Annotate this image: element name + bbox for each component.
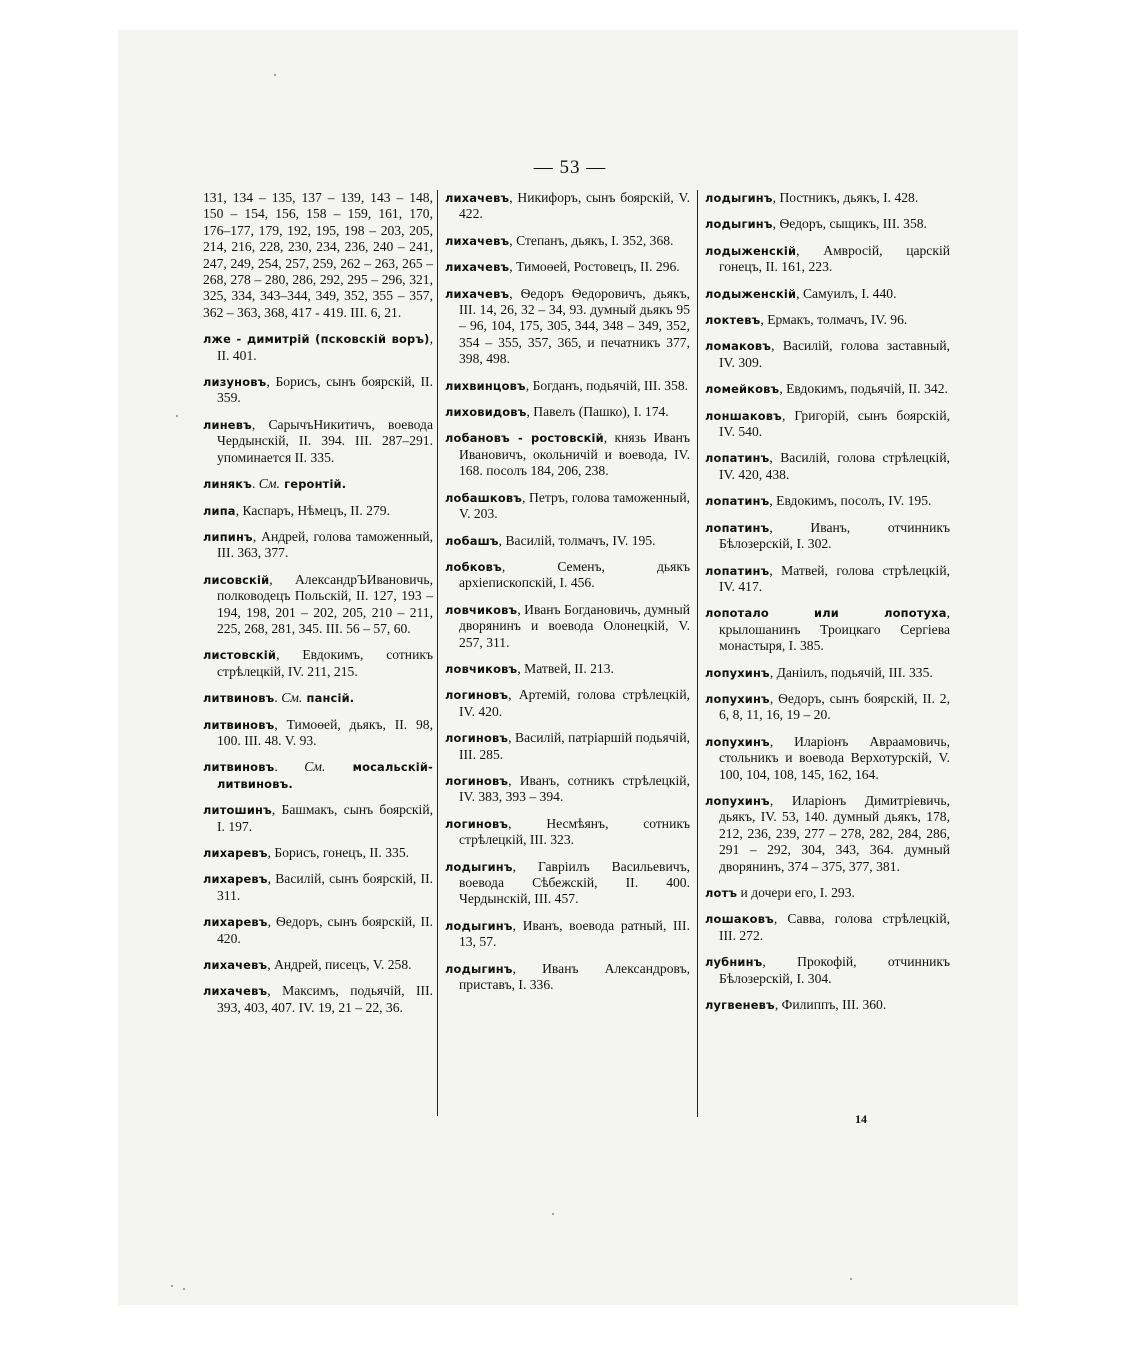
entry-text: , Тимоѳей, дьякъ, II. 98, 100. III. 48. V. 93. bbox=[217, 716, 433, 748]
entry-headword: логиновъ bbox=[445, 731, 509, 746]
entry-text: , Василій, сынъ боярскій, II. 311. bbox=[217, 871, 433, 903]
index-entry bbox=[705, 493, 950, 509]
entry-headword: лодыженскій bbox=[705, 243, 797, 258]
entry-headword: лихачевъ bbox=[203, 984, 268, 999]
entry-headword: лихачевъ bbox=[445, 233, 510, 248]
entry-headword: литвиновъ bbox=[203, 691, 275, 706]
entry-text: , Андрей, голова таможенный, III. 363, 377. bbox=[217, 528, 433, 561]
index-entry bbox=[445, 687, 690, 720]
index-entry bbox=[445, 430, 690, 479]
index-entry bbox=[705, 997, 950, 1013]
index-entry bbox=[445, 259, 690, 275]
entry-headword: лиховидовъ bbox=[445, 405, 527, 420]
entry-headword: лопухинъ bbox=[705, 691, 770, 706]
entry-text: , Гавріилъ Васильевичъ, воевода Сѣбежскій, II. 400. Чердынскій, III. 457. bbox=[459, 858, 690, 907]
entry-text: , Андрей, писецъ, V. 258. bbox=[267, 957, 412, 973]
entry-headword: лодыгинъ bbox=[445, 961, 513, 976]
index-entry bbox=[203, 802, 433, 835]
entry-text: , Степанъ, дьякъ, I. 352, 368. bbox=[509, 232, 674, 248]
entry-headword: лобковъ bbox=[445, 559, 502, 574]
index-entry bbox=[203, 957, 433, 973]
entry-headword: лугвеневъ bbox=[705, 998, 775, 1013]
index-entry bbox=[203, 529, 433, 562]
index-column-1 bbox=[203, 190, 433, 1016]
index-entry bbox=[705, 734, 950, 783]
entry-text: , Борисъ, гонецъ, II. 335. bbox=[267, 845, 410, 860]
index-entry bbox=[705, 381, 950, 397]
entry-text: , Богданъ, подьячій, III. 358. bbox=[525, 377, 689, 393]
index-entry bbox=[203, 983, 433, 1016]
index-entry bbox=[203, 572, 433, 638]
index-entry bbox=[203, 417, 433, 466]
entry-text: , Василій, голова заставный, IV. 309. bbox=[719, 338, 950, 370]
entry-text: , Иларіонъ Димитріевичь, дьякъ, IV. 53, 140. думный дьякъ, 178, 212, 236, 239, 277 – 278, 282, 284, 286, 291 – 292, 304, 343, 364. думный дворянинъ, 374 – 375, 377, 381. bbox=[719, 792, 950, 874]
entry-text: , Ѳедоръ Ѳедоровичъ, дьякъ, III. 14, 26, 32 – 34, 93. думный дьякъ 95 – 96, 104, 175, 305, 344, 348 – 349, 352, 354 – 355, 357, 365, и печатникъ 377, 398, 498. bbox=[459, 285, 690, 367]
entry-text: , Ѳедоръ, сынъ боярскій, II. 2, 6, 8, 11, 16, 19 – 20. bbox=[719, 690, 950, 723]
index-entry bbox=[203, 190, 433, 321]
entry-text: , Ермакъ, толмачъ, IV. 96. bbox=[760, 312, 908, 328]
column-divider bbox=[437, 190, 438, 1116]
entry-headword: лодыгинъ bbox=[705, 191, 773, 205]
index-column-2 bbox=[445, 190, 690, 993]
entry-headword: лопатинъ bbox=[705, 520, 770, 535]
index-entry bbox=[203, 503, 433, 519]
entry-text: . bbox=[274, 759, 305, 775]
entry-headword: логиновъ bbox=[445, 773, 509, 788]
index-entry bbox=[445, 559, 690, 592]
entry-text: , князь Иванъ Ивановичъ, окольничій и воевода, IV. 168. посолъ 184, 206, 238. bbox=[459, 430, 690, 479]
index-entry bbox=[705, 691, 950, 724]
entry-headword: ловчиковъ bbox=[445, 602, 518, 617]
page-number: — 53 — bbox=[533, 157, 607, 178]
index-entry bbox=[705, 954, 950, 987]
column-divider bbox=[697, 190, 698, 1117]
entry-headword: лотъ bbox=[705, 886, 738, 900]
entry-headword: лопухинъ bbox=[705, 734, 770, 749]
entry-headword: лихаревъ bbox=[203, 915, 268, 930]
entry-headword: лопатинъ bbox=[705, 494, 770, 509]
entry-text: 131, 134 – 135, 137 – 139, 143 – 148, 150 – 154, 156, 158 – 159, 161, 170, 176–177, 179, 192, 195, 198 – 203, 205, 214, 216, 228, 230, 234, 236, 240 – 241, 247, 249, 254, 257, 259, 262 – 263, 265 – 268, 278 – 280, 286, 292, 295 – 296, 321, 325, 334, 343–344, 349, 352, 355 – 357, 362 – 363, 368, 417 - 419. III. 6, 21. bbox=[203, 190, 433, 320]
entry-text: . bbox=[274, 690, 282, 706]
entry-text: , СарычъНикитичъ, воевода Чердынскій, II. 394. III. 287–291. упоминается II. 335. bbox=[217, 416, 433, 465]
index-entry bbox=[203, 871, 433, 904]
index-entry bbox=[705, 338, 950, 371]
entry-text: , Матвей, голова стрѣлецкій, IV. 417. bbox=[719, 562, 950, 594]
index-entry bbox=[203, 717, 433, 750]
entry-headword: логиновъ bbox=[445, 816, 509, 831]
index-entry bbox=[705, 911, 950, 944]
entry-text: , Самуилъ, I. 440. bbox=[796, 285, 897, 301]
entry-text: . bbox=[252, 476, 259, 492]
index-entry bbox=[705, 450, 950, 483]
index-entry bbox=[445, 190, 690, 223]
paper-speck bbox=[171, 1285, 173, 1287]
index-entry bbox=[445, 730, 690, 763]
entry-headword: ловчиковъ bbox=[445, 661, 518, 676]
entry-headword: лобашъ bbox=[445, 533, 499, 548]
entry-text: , Максимъ, подьячій, III. 393, 403, 407. IV. 19, 21 – 22, 36. bbox=[217, 983, 433, 1015]
entry-text: , Иванъ Александровъ, приставъ, I. 336. bbox=[459, 960, 690, 993]
entry-text: , Петръ, голова таможенный, V. 203. bbox=[459, 489, 690, 522]
entry-text: , Евдокимъ, посолъ, IV. 195. bbox=[769, 493, 932, 509]
index-entry bbox=[445, 918, 690, 951]
entry-headword: лопухинъ bbox=[705, 665, 770, 680]
index-entry bbox=[445, 490, 690, 523]
entry-text: , Иванъ, сотникъ стрѣлецкій, IV. 383, 393 – 394. bbox=[459, 772, 690, 805]
paper-speck bbox=[850, 1278, 852, 1280]
entry-text: , Амвросій, царскій гонецъ, II. 161, 223. bbox=[719, 242, 950, 275]
entry-headword: лопатинъ bbox=[705, 451, 770, 466]
index-entry bbox=[705, 408, 950, 441]
entry-headword: лопотало или лопотуха bbox=[705, 606, 947, 621]
entry-headword: лодыгинъ bbox=[445, 918, 513, 933]
entry-headword: лодыгинъ bbox=[705, 217, 773, 232]
entry-headword: линякъ bbox=[203, 477, 252, 492]
entry-headword: лихвинцовъ bbox=[445, 378, 526, 393]
entry-headword: лубнинъ bbox=[705, 955, 763, 970]
entry-text: , Иванъ, отчинникъ Бѣлозерскій, I. 302. bbox=[719, 519, 950, 552]
entry-headword: лихачевъ bbox=[445, 260, 510, 275]
entry-headword: лихачевъ bbox=[445, 191, 510, 205]
entry-text: , Евдокимъ, сотникъ стрѣлецкій, IV. 211, 215. bbox=[217, 647, 433, 679]
index-entry bbox=[445, 378, 690, 394]
entry-headword: листовскій bbox=[203, 648, 277, 663]
index-entry bbox=[445, 859, 690, 908]
entry-text: , Василій, голова стрѣлецкій, IV. 420, 438. bbox=[719, 450, 950, 482]
entry-headword: литошинъ bbox=[203, 803, 272, 818]
entry-text: , Тимоѳей, Ростовецъ, II. 296. bbox=[509, 259, 680, 275]
entry-headword: лошаковъ bbox=[705, 912, 774, 927]
index-entry bbox=[203, 647, 433, 680]
entry-text: , Каспаръ, Нѣмецъ, II. 279. bbox=[235, 502, 390, 518]
entry-text: , Матвей, II. 213. bbox=[517, 660, 614, 676]
index-entry bbox=[705, 216, 950, 232]
index-entry bbox=[203, 476, 433, 492]
entry-headword: лодыженскій bbox=[705, 286, 797, 301]
entry-text: , Башмакъ, сынъ боярскій, I. 197. bbox=[217, 802, 433, 834]
entry-text: , АлександрЪИвановичь, полководецъ Польскій, II. 127, 193 – 194, 198, 201 – 202, 205, 210 – 211, 225, 268, 281, 345. III. 56 – 57, 60. bbox=[217, 571, 433, 636]
see-also-marker: См. bbox=[281, 690, 303, 706]
see-also-target: мосальскій-литвиновъ. bbox=[217, 760, 433, 791]
entry-text: , Иванъ Богдановичь, думный дворянинъ и воевода Олонецкій, V. 257, 311. bbox=[459, 601, 690, 650]
paper-speck bbox=[552, 1213, 554, 1215]
entry-headword: лобашковъ bbox=[445, 490, 523, 505]
entry-text: , Артемій, голова стрѣлецкій, IV. 420. bbox=[459, 687, 690, 719]
index-entry bbox=[445, 233, 690, 249]
entry-headword: липа bbox=[203, 503, 236, 518]
entry-headword: лихаревъ bbox=[203, 846, 268, 860]
entry-text: , Никифоръ, сынъ боярскій, V. 422. bbox=[459, 190, 690, 222]
index-entry bbox=[445, 773, 690, 806]
entry-text: , Иларіонъ Авраамовичь, стольникъ и воевода Верхотурскій, V. 100, 104, 108, 145, 162, 164. bbox=[719, 733, 950, 782]
entry-text: , Евдокимъ, подьячій, II. 342. bbox=[779, 381, 948, 397]
index-entry bbox=[445, 533, 690, 549]
entry-text: , II. 401. bbox=[217, 331, 433, 363]
entry-text: , Василій, патріаршій подьячій, III. 285. bbox=[459, 730, 690, 762]
index-entry bbox=[705, 563, 950, 596]
entry-headword: лоншаковъ bbox=[705, 408, 782, 423]
entry-headword: литвиновъ bbox=[203, 760, 275, 775]
entry-headword: литвиновъ bbox=[203, 717, 275, 732]
index-entry bbox=[203, 759, 433, 792]
entry-text: , Павелъ (Пашко), I. 174. bbox=[526, 404, 669, 420]
entry-text: , Семенъ, дьякъ архіепископскій, I. 456. bbox=[459, 558, 690, 591]
index-column-3 bbox=[705, 190, 950, 1013]
index-entry bbox=[445, 602, 690, 651]
entry-headword: лихачевъ bbox=[445, 286, 510, 301]
index-entry bbox=[203, 374, 433, 407]
entry-text: , Ѳедоръ, сыщикъ, III. 358. bbox=[772, 216, 927, 232]
paper-speck bbox=[176, 415, 178, 417]
entry-headword: локтевъ bbox=[705, 313, 761, 328]
index-entry bbox=[705, 190, 950, 206]
paper-speck bbox=[274, 74, 276, 76]
entry-headword: лобановъ - ростовскій bbox=[445, 431, 604, 446]
entry-text: , крылошанинъ Троицкаго Сергіева монастыря, I. 385. bbox=[719, 605, 950, 654]
entry-headword: лихаревъ bbox=[203, 872, 268, 887]
index-entry bbox=[705, 312, 950, 328]
entry-headword: ломейковъ bbox=[705, 382, 780, 397]
entry-headword: лопухинъ bbox=[705, 793, 770, 808]
see-also-marker: См. bbox=[304, 759, 326, 775]
entry-text: и дочери его, I. 293. bbox=[737, 885, 855, 900]
entry-text: , Даніилъ, подьячій, III. 335. bbox=[769, 664, 933, 680]
index-entry bbox=[445, 286, 690, 368]
index-entry bbox=[445, 816, 690, 849]
entry-text: , Борисъ, сынъ боярскій, II. 359. bbox=[217, 374, 433, 406]
index-entry bbox=[705, 793, 950, 875]
entry-headword: линевъ bbox=[203, 417, 252, 432]
entry-text: , Василій, толмачъ, IV. 195. bbox=[498, 532, 656, 548]
index-entry bbox=[705, 520, 950, 553]
entry-text: , Несмѣянъ, сотникъ стрѣлецкій, III. 323. bbox=[459, 815, 690, 848]
index-entry bbox=[705, 605, 950, 654]
entry-headword: лисовскій bbox=[203, 572, 270, 587]
entry-text: , Иванъ, воевода ратный, III. 13, 57. bbox=[459, 917, 690, 950]
index-entry bbox=[705, 286, 950, 302]
entry-text: , Прокофій, отчинникъ Бѣлозерскій, I. 304. bbox=[719, 954, 950, 986]
index-entry bbox=[203, 845, 433, 861]
entry-text: , Григорій, сынъ боярскій, IV. 540. bbox=[719, 407, 950, 440]
entry-text: , Постникъ, дьякъ, I. 428. bbox=[772, 190, 919, 205]
entry-text: , Филиппъ, III. 360. bbox=[774, 997, 887, 1013]
entry-headword: лже - димитрій (псковскій воръ) bbox=[203, 332, 430, 347]
entry-headword: логиновъ bbox=[445, 688, 509, 703]
entry-text: , Ѳедоръ, сынъ боярскій, II. 420. bbox=[217, 914, 433, 946]
entry-headword: лизуновъ bbox=[203, 375, 267, 390]
entry-text: , Савва, голова стрѣлецкій, III. 272. bbox=[719, 911, 950, 943]
entry-headword: лопатинъ bbox=[705, 563, 770, 578]
see-also-target: пансій. bbox=[302, 691, 355, 706]
index-entry bbox=[705, 665, 950, 681]
index-entry bbox=[445, 661, 690, 677]
entry-headword: ломаковъ bbox=[705, 339, 772, 354]
index-entry bbox=[203, 690, 433, 706]
see-also-target: геронтій. bbox=[279, 477, 347, 492]
index-entry bbox=[203, 914, 433, 947]
index-entry bbox=[445, 961, 690, 994]
entry-headword: лихачевъ bbox=[203, 958, 268, 973]
index-entry bbox=[705, 243, 950, 276]
entry-headword: лодыгинъ bbox=[445, 859, 513, 874]
see-also-marker: См. bbox=[258, 476, 280, 492]
entry-headword: липинъ bbox=[203, 529, 253, 544]
printer-signature: 14 bbox=[855, 1112, 867, 1126]
index-entry bbox=[705, 885, 950, 901]
index-entry bbox=[445, 404, 690, 420]
paper-speck bbox=[183, 1288, 185, 1290]
index-entry bbox=[203, 331, 433, 364]
